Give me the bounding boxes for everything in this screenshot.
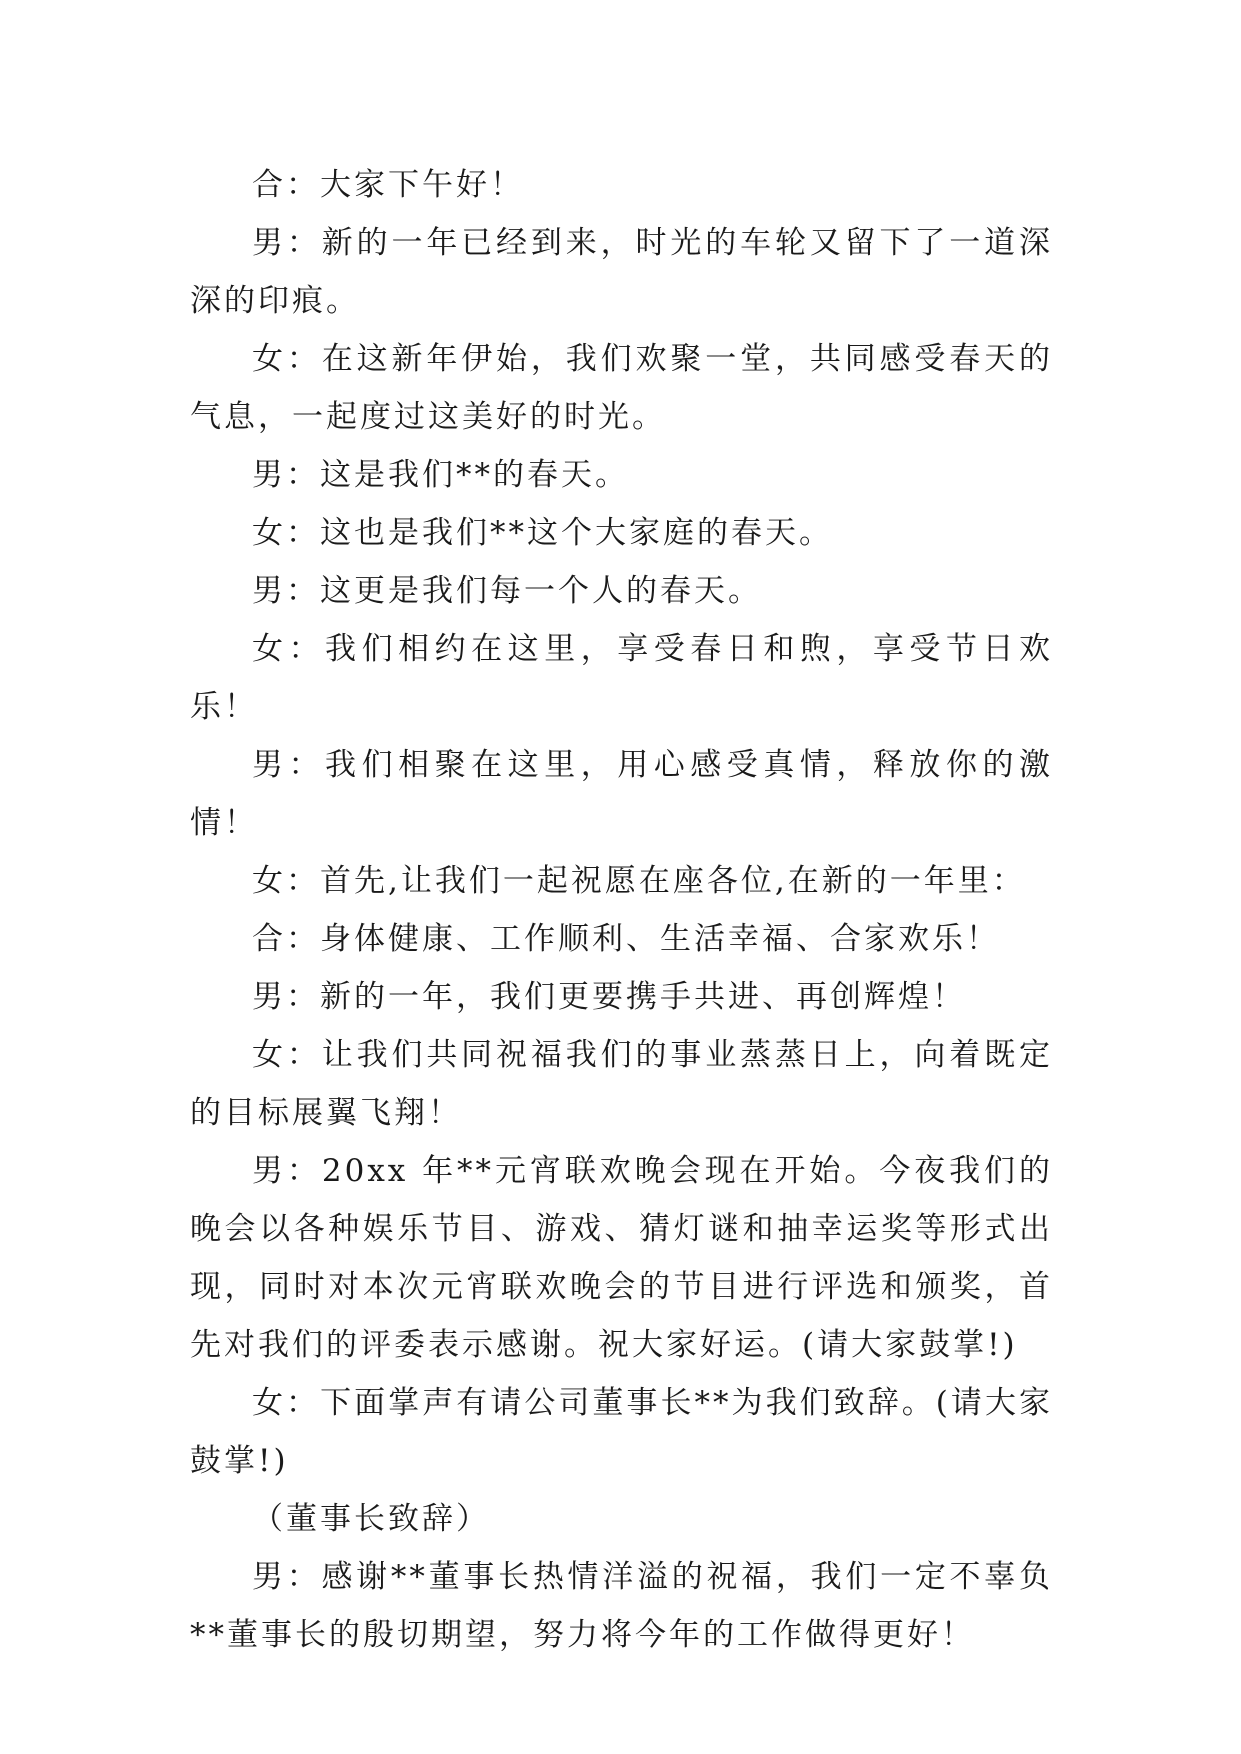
paragraph-male-4: 男：我们相聚在这里，用心感受真情，释放你的激情！	[190, 747, 1053, 841]
paragraph-male-3: 男：这更是我们每一个人的春天。	[252, 573, 762, 609]
paragraph-greeting: 合：大家下午好！	[252, 167, 524, 203]
paragraph-female-2: 女：这也是我们**这个大家庭的春天。	[252, 515, 833, 551]
paragraph-female-1: 女：在这新年伊始，我们欢聚一堂，共同感受春天的气息，一起度过这美好的时光。	[190, 341, 1053, 435]
paragraph-male-thanks: 男：感谢**董事长热情洋溢的祝福，我们一定不辜负**董事长的殷切期望，努力将今年的工作做得更好！	[190, 1559, 1053, 1653]
paragraph-stage-note: （董事长致辞）	[252, 1501, 490, 1537]
paragraph-male-5: 男：新的一年，我们更要携手共进、再创辉煌！	[252, 979, 966, 1015]
paragraph-female-invite: 女：下面掌声有请公司董事长**为我们致辞。(请大家鼓掌!)	[190, 1385, 1053, 1479]
document-body	[190, 156, 1053, 1664]
paragraph-male-2: 男：这是我们**的春天。	[252, 457, 629, 493]
paragraph-together-wishes: 合：身体健康、工作顺利、生活幸福、合家欢乐！	[252, 921, 1000, 957]
paragraph-female-5: 女：让我们共同祝福我们的事业蒸蒸日上，向着既定的目标展翼飞翔！	[190, 1037, 1053, 1131]
paragraph-male-1: 男：新的一年已经到来，时光的车轮又留下了一道深深的印痕。	[190, 225, 1053, 319]
paragraph-female-4: 女：首先,让我们一起祝愿在座各位,在新的一年里：	[252, 863, 1026, 899]
paragraph-female-3: 女：我们相约在这里，享受春日和煦，享受节日欢乐！	[190, 631, 1053, 725]
paragraph-male-opening: 男：20xx 年**元宵联欢晚会现在开始。今夜我们的晚会以各种娱乐节目、游戏、猜灯谜和抽幸运奖等形式出现，同时对本次元宵联欢晚会的节目进行评选和颁奖，首先对我们的评委表示感谢。祝大家好运。(请大家鼓掌!)	[190, 1153, 1053, 1363]
